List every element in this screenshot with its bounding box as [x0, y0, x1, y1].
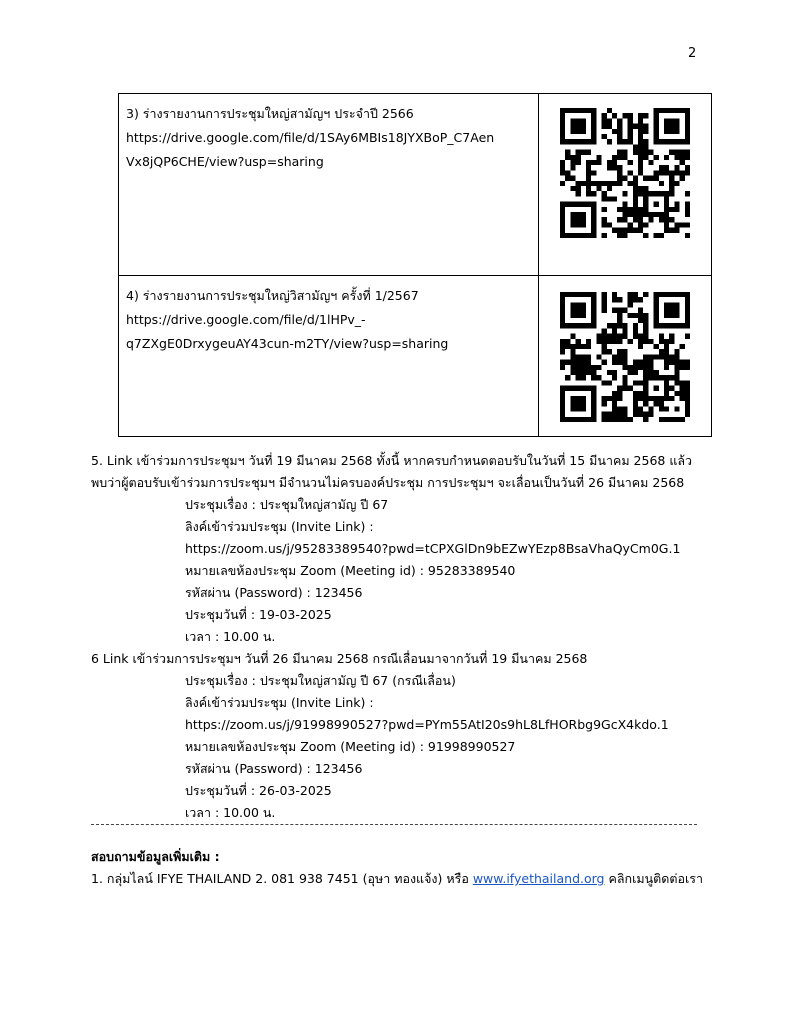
section5-password: รหัสผ่าน (Password) : 123456 [185, 585, 363, 600]
section6-line1: 6 Link เข้าร่วมการประชุมฯ วันที่ 26 มีนาคม 2568 กรณีเลื่อนมาจากวันที่ 19 มีนาคม 2568 [91, 651, 588, 666]
document-link[interactable]: https://drive.google.com/file/d/1SAy6MBIs18JYXBoP_C7Aen [126, 130, 495, 145]
section6-invite-link[interactable]: https://zoom.us/j/91998990527?pwd=PYm55AtI20s9hL8LfHORbg9GcX4kdo.1 [185, 717, 669, 732]
qr-cell [539, 276, 712, 437]
section5-invite-label: ลิงค์เข้าร่วมประชุม (Invite Link) : [185, 519, 374, 534]
section5-line2: พบว่าผู้ตอบรับเข้าร่วมการประชุมฯ มีจำนวนไม่ครบองค์ประชุม การประชุมฯ จะเลื่อนเป็นวันที่ 26 มีนาคม 2568 [91, 475, 685, 490]
document-title: 4) ร่างรายงานการประชุมใหญ่วิสามัญฯ ครั้งที่ 1/2567 [126, 288, 419, 303]
contact-text: 1. กลุ่มไลน์ IFYE THAILAND 2. 081 938 7451 (อุษา ทองแจ้ง) หรือ [91, 871, 473, 886]
document-title: 3) ร่างรายงานการประชุมใหญ่สามัญฯ ประจำปี 2566 [126, 106, 414, 121]
document-link[interactable]: https://drive.google.com/file/d/1lHPv_- [126, 312, 366, 327]
qr-code-icon [560, 292, 690, 422]
dashed-divider [91, 824, 697, 825]
document-text-cell [119, 94, 539, 276]
document-text-cell [119, 276, 539, 437]
qr-code-icon [560, 108, 690, 238]
section6-topic: ประชุมเรื่อง : ประชุมใหญ่สามัญ ปี 67 (กรณีเลื่อน) [185, 673, 456, 688]
section6-date: ประชุมวันที่ : 26-03-2025 [185, 783, 332, 798]
website-link[interactable]: www.ifyethailand.org [472, 871, 605, 886]
qr-cell [539, 94, 712, 276]
document-row [119, 276, 712, 437]
document-link-cont[interactable]: Vx8jQP6CHE/view?usp=sharing [126, 154, 324, 169]
documents-table [118, 93, 712, 437]
page-number: 2 [688, 46, 697, 61]
section5-date: ประชุมวันที่ : 19-03-2025 [185, 607, 332, 622]
document-link-cont[interactable]: q7ZXgE0DrxygeuAY43cun-m2TY/view?usp=sharing [126, 336, 449, 351]
section6-invite-label: ลิงค์เข้าร่วมประชุม (Invite Link) : [185, 695, 374, 710]
document-row [119, 94, 712, 276]
contact-heading: สอบถามข้อมูลเพิ่มเติม : [91, 849, 220, 864]
section6-time: เวลา : 10.00 น. [185, 805, 276, 820]
section6-password: รหัสผ่าน (Password) : 123456 [185, 761, 363, 776]
section6-meeting-id: หมายเลขห้องประชุม Zoom (Meeting id) : 91998990527 [185, 739, 516, 754]
section5-topic: ประชุมเรื่อง : ประชุมใหญ่สามัญ ปี 67 [185, 497, 389, 512]
section5-time: เวลา : 10.00 น. [185, 629, 276, 644]
section5-line1: 5. Link เข้าร่วมการประชุมฯ วันที่ 19 มีนาคม 2568 ทั้งนี้ หากครบกำหนดตอบรับในวันที่ 15 มีนาคม 2568 แล้ว [91, 453, 693, 468]
section5-invite-link[interactable]: https://zoom.us/j/95283389540?pwd=tCPXGlDn9bEZwYEzp8BsaVhaQyCm0G.1 [185, 541, 681, 556]
contact-text-suffix: คลิกเมนูติดต่อเรา [604, 871, 703, 886]
section5-meeting-id: หมายเลขห้องประชุม Zoom (Meeting id) : 95283389540 [185, 563, 516, 578]
contact-line [91, 868, 703, 890]
